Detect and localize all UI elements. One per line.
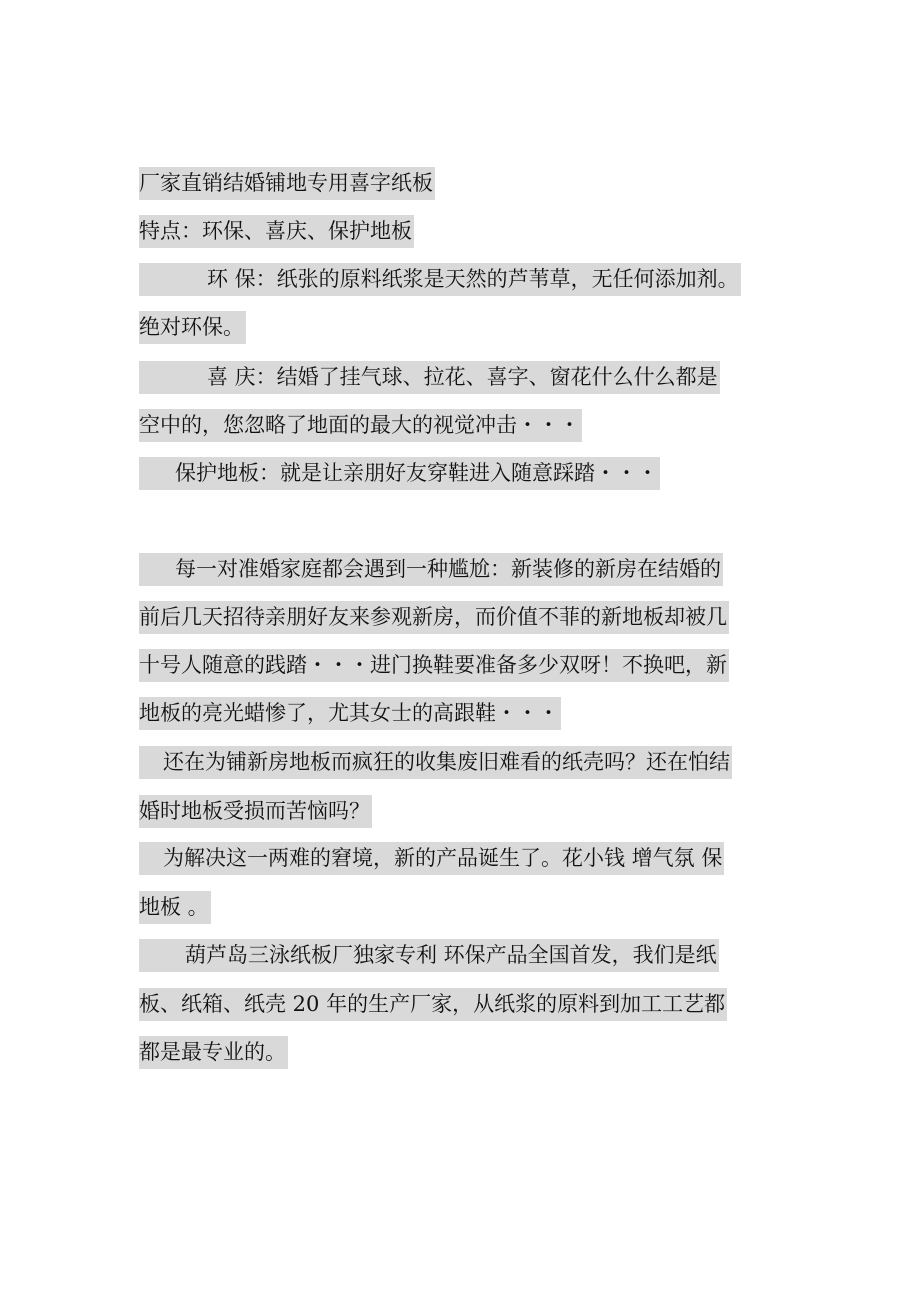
paragraph-2-line-2	[139, 795, 372, 828]
document-title-line	[139, 167, 435, 200]
section-festive-text-1: 喜 庆：结婚了挂气球、拉花、喜字、窗花什么什么都是	[139, 361, 720, 394]
section-floor-text-1: 保护地板：就是让亲朋好友穿鞋进入随意踩踏・・・	[139, 457, 660, 490]
document-title: 厂家直销结婚铺地专用喜字纸板	[139, 167, 435, 200]
section-festive-text-2: 空中的，您忽略了地面的最大的视觉冲击・・・	[139, 409, 582, 442]
paragraph-3-text-1: 为解决这一两难的窘境，新的产品诞生了。花小钱 增气氛 保	[139, 842, 724, 875]
paragraph-4-line-2	[139, 988, 727, 1021]
section-eco-line-1	[139, 263, 741, 296]
paragraph-2-text-2: 婚时地板受损而苦恼吗？	[139, 795, 372, 828]
paragraph-1-text-1: 每一对准婚家庭都会遇到一种尴尬：新装修的新房在结婚的	[139, 553, 723, 586]
paragraph-1-text-4: 地板的亮光蜡惨了，尤其女士的高跟鞋・・・	[139, 697, 561, 730]
paragraph-3-text-2: 地板 。	[139, 891, 211, 924]
section-eco-text-1: 环 保：纸张的原料纸浆是天然的芦苇草，无任何添加剂。	[139, 263, 741, 296]
paragraph-1-line-1	[139, 553, 723, 586]
paragraph-1-text-3: 十号人随意的践踏・・・进门换鞋要准备多少双呀！不换吧，新	[139, 649, 729, 682]
features-text: 特点：环保、喜庆、保护地板	[139, 215, 414, 248]
section-eco-text-2: 绝对环保。	[139, 311, 246, 344]
section-eco-line-2	[139, 311, 246, 344]
section-floor-line-1	[139, 457, 660, 490]
paragraph-2-text-1: 还在为铺新房地板而疯狂的收集废旧难看的纸壳吗？还在怕结	[139, 746, 732, 779]
paragraph-4-line-1	[139, 939, 719, 972]
paragraph-4-line-3	[139, 1036, 288, 1069]
features-line	[139, 215, 414, 248]
paragraph-1-line-2	[139, 601, 729, 634]
paragraph-4-text-3: 都是最专业的。	[139, 1036, 288, 1069]
paragraph-4-text-1: 葫芦岛三泳纸板厂独家专利 环保产品全国首发，我们是纸	[139, 939, 719, 972]
paragraph-1-text-2: 前后几天招待亲朋好友来参观新房，而价值不菲的新地板却被几	[139, 601, 729, 634]
paragraph-3-line-2	[139, 891, 211, 924]
section-festive-line-2	[139, 409, 582, 442]
paragraph-1-line-3	[139, 649, 729, 682]
section-festive-line-1	[139, 361, 720, 394]
paragraph-4-text-2: 板、纸箱、纸壳 20 年的生产厂家，从纸浆的原料到加工工艺都	[139, 988, 727, 1021]
paragraph-1-line-4	[139, 697, 561, 730]
paragraph-2-line-1	[139, 746, 732, 779]
paragraph-3-line-1	[139, 842, 724, 875]
